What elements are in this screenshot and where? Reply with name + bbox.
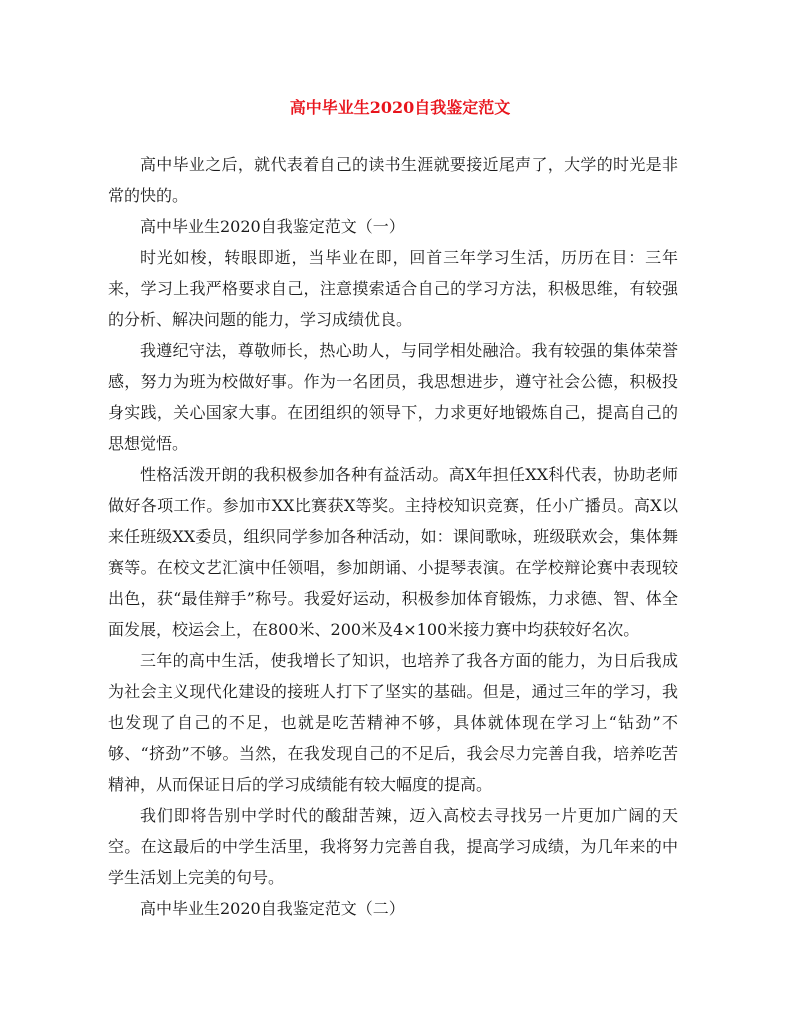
document-body bbox=[108, 149, 678, 924]
paragraph-conduct: 我遵纪守法，尊敬师长，热心助人，与同学相处融洽。我有较强的集体荣誉感，努力为班为校做好事。作为一名团员，我思想进步，遵守社会公德，积极投身实践，关心国家大事。在团组织的领导下，力求更好地锻炼自己，提高自己的思想觉悟。 bbox=[108, 341, 678, 453]
section-heading-2: 高中毕业生2020自我鉴定范文（二） bbox=[140, 899, 405, 918]
document-title: 高中毕业生2020自我鉴定范文 bbox=[289, 98, 511, 117]
paragraph-intro: 高中毕业之后，就代表着自己的读书生涯就要接近尾声了，大学的时光是非常的快的。 bbox=[108, 155, 678, 205]
paragraph-study: 时光如梭，转眼即逝，当毕业在即，回首三年学习生活，历历在目：三年来，学习上我严格要求自己，注意摸索适合自己的学习方法，积极思维，有较强的分析、解决问题的能力，学习成绩优良。 bbox=[108, 248, 678, 329]
paragraph-reflection: 三年的高中生活，使我增长了知识，也培养了我各方面的能力，为日后我成为社会主义现代化建设的接班人打下了坚实的基础。但是，通过三年的学习，我也发现了自己的不足，也就是吃苦精神不够，具体就体现在学习上“钻劲”不够、“挤劲”不够。当然，在我发现自己的不足后，我会尽力完善自我，培养吃苦精神，从而保证日后的学习成绩能有较大幅度的提高。 bbox=[108, 651, 678, 794]
paragraph-activities: 性格活泼开朗的我积极参加各种有益活动。高X年担任XX科代表，协助老师做好各项工作。参加市XX比赛获X等奖。主持校知识竞赛，任小广播员。高X以来任班级XX委员，组织同学参加各种活动，如：课间歌咏，班级联欢会，集体舞赛等。在校文艺汇演中任领唱，参加朗诵、小提琴表演。在学校辩论赛中表现较出色，获“最佳辩手”称号。我爱好运动，积极参加体育锻炼，力求德、智、体全面发展，校运会上，在800米、200米及4×100米接力赛中均获较好名次。 bbox=[108, 465, 678, 639]
paragraph-farewell: 我们即将告别中学时代的酸甜苦辣，迈入高校去寻找另一片更加广阔的天空。在这最后的中学生活里，我将努力完善自我，提高学习成绩，为几年来的中学生活划上完美的句号。 bbox=[108, 806, 678, 887]
section-heading-1: 高中毕业生2020自我鉴定范文（一） bbox=[140, 217, 405, 236]
